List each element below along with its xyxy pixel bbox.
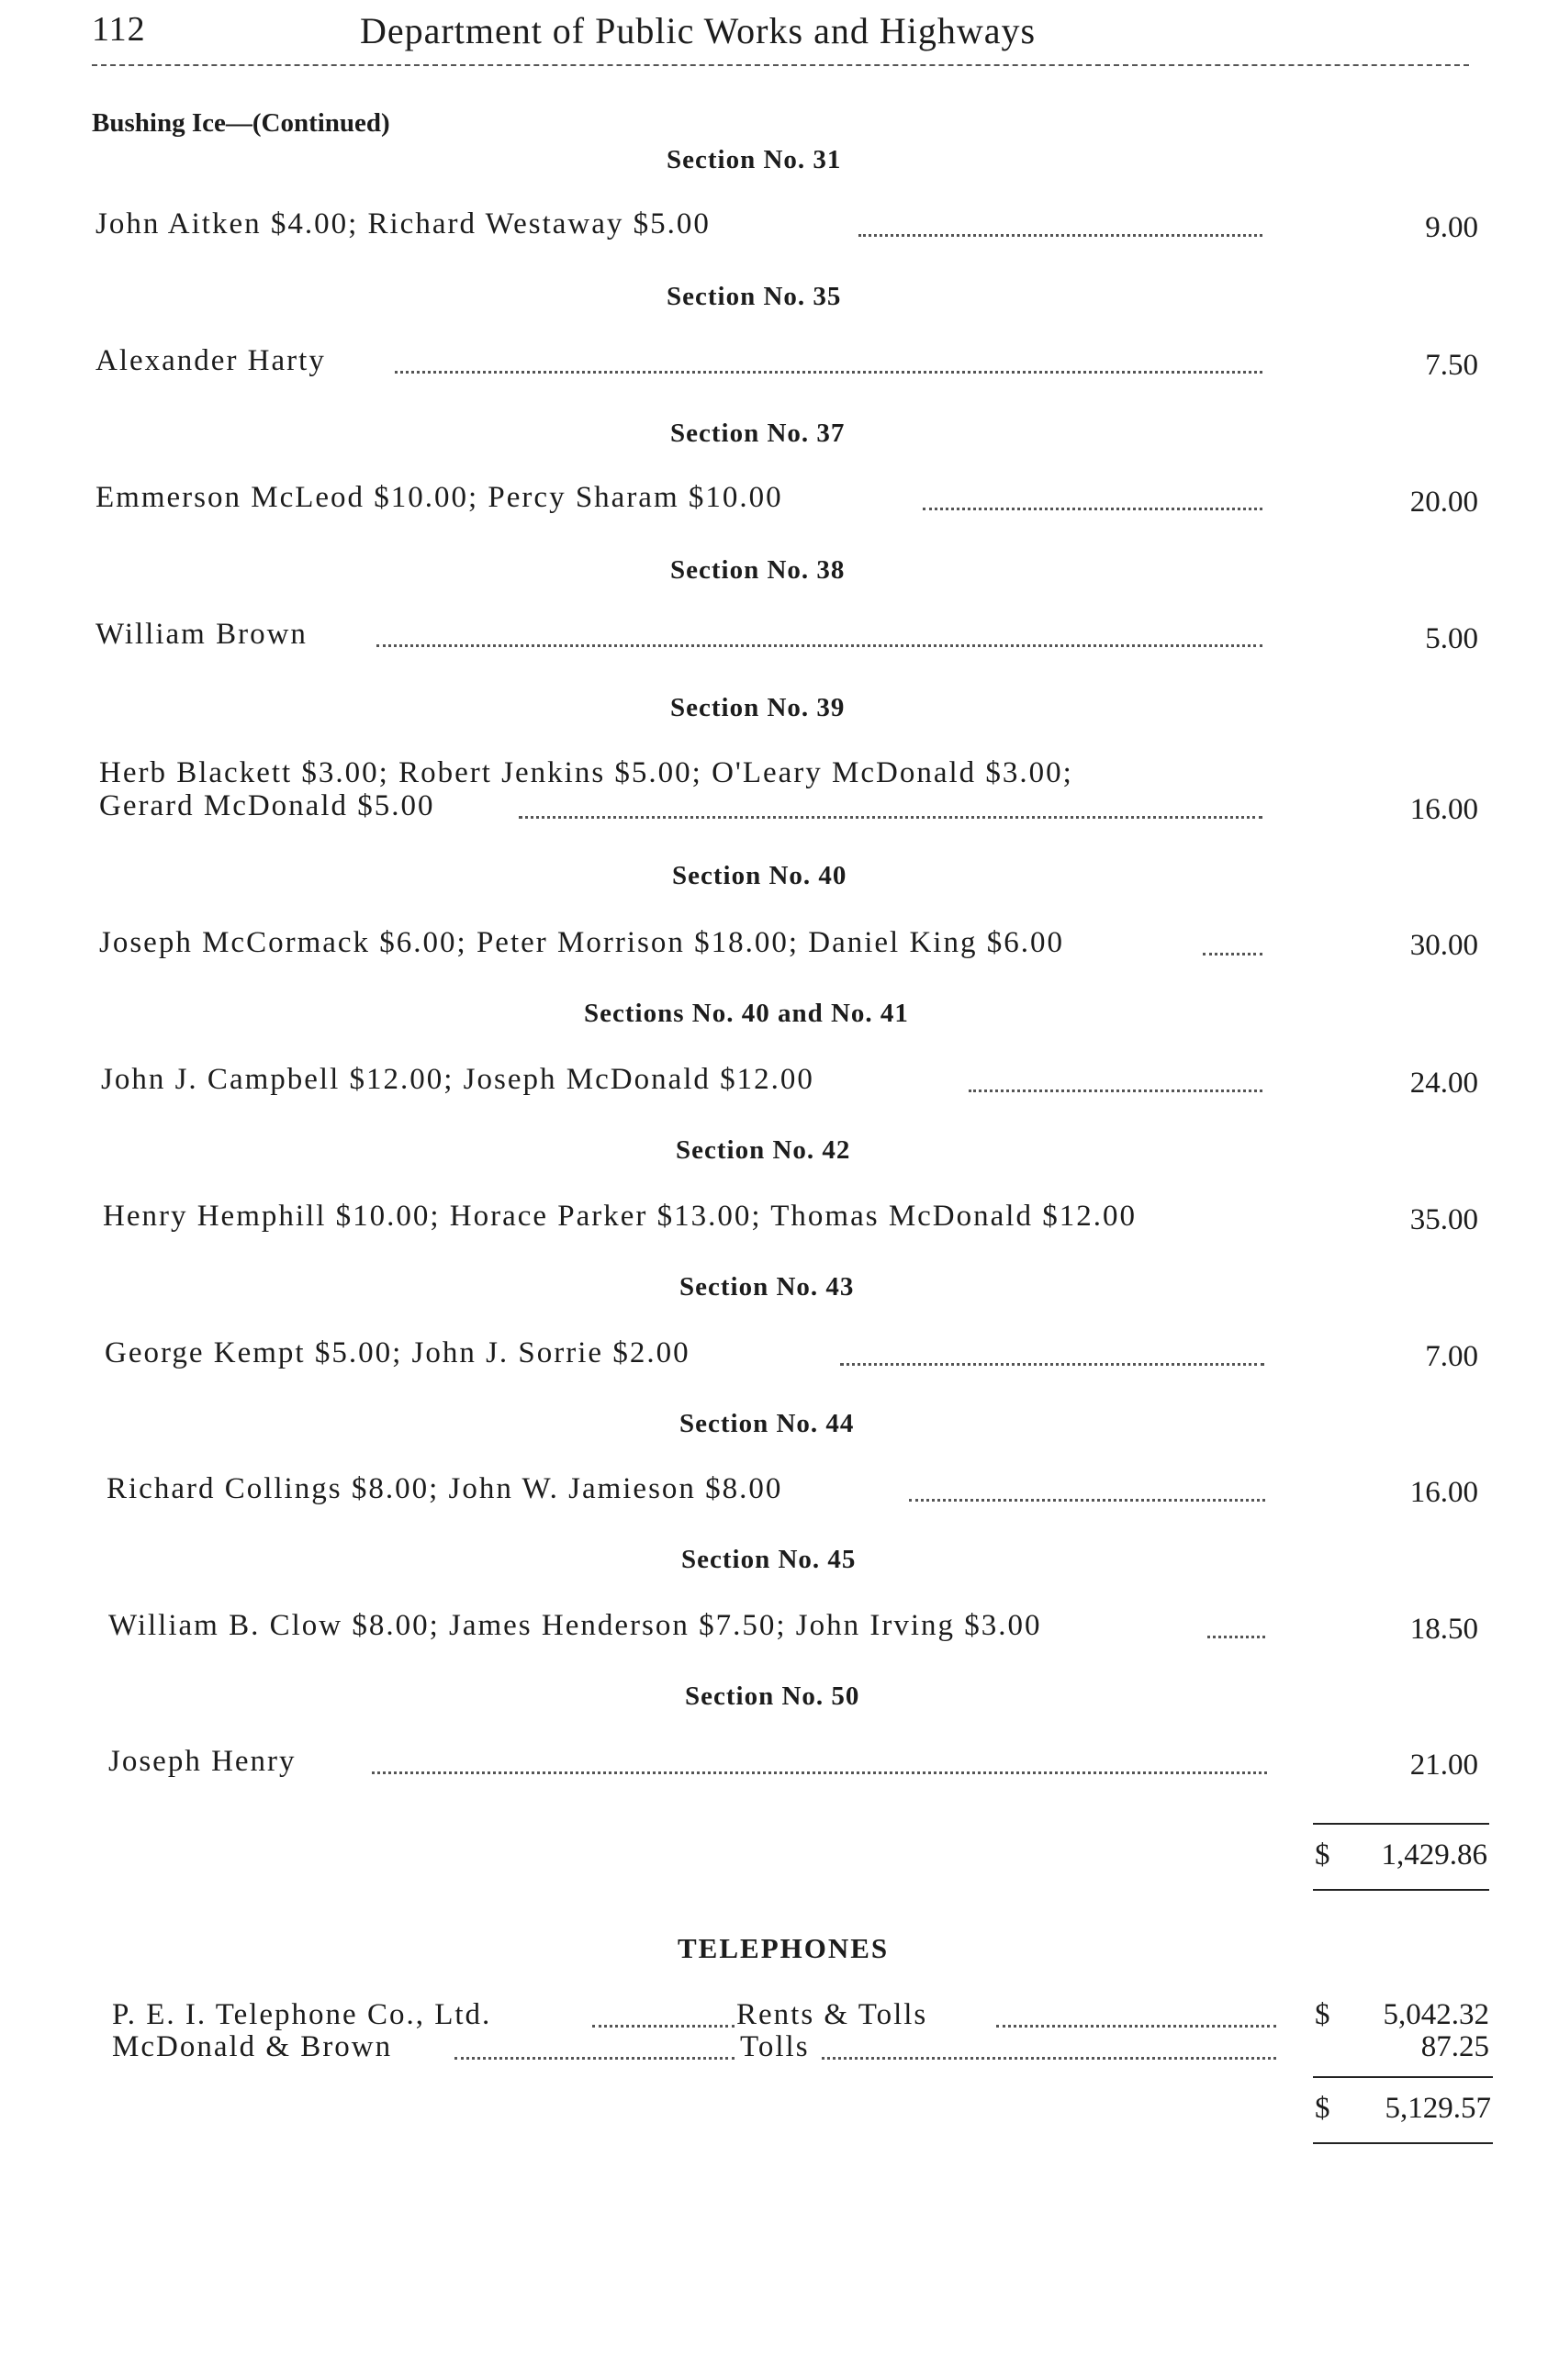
telephone-payee: McDonald & Brown [112,2030,393,2063]
entry-amount: 18.50 [1409,1613,1478,1646]
entry-text: Alexander Harty [95,344,326,377]
dot-leader [969,1089,1262,1092]
entry-text: Gerard McDonald $5.00 [99,789,435,822]
dot-leader [996,2025,1276,2028]
total-underline [1313,1889,1489,1891]
dot-leader [1203,953,1262,955]
telephone-amount: 5,042.32 [1383,1998,1489,2031]
section-heading: Section No. 44 [679,1409,855,1438]
section-heading: Section No. 35 [667,282,842,311]
dot-leader [858,234,1262,237]
dot-leader [1207,1636,1265,1638]
telephones-heading: TELEPHONES [678,1932,890,1964]
dot-leader [840,1363,1264,1366]
running-head-title: Department of Public Works and Highways [360,10,1037,51]
entry-text: Joseph Henry [108,1745,297,1778]
entry-amount: 30.00 [1409,929,1478,962]
entry-text: William Brown [95,618,308,651]
page-number: 112 [92,10,146,49]
total-currency: $ [1315,1838,1330,1872]
telephone-description: Tolls [740,2030,810,2063]
entry-amount: 9.00 [1425,211,1478,244]
entry-text: Emmerson McLeod $10.00; Percy Sharam $10.00 [95,481,783,514]
header-rule [92,64,1469,66]
section-heading: Section No. 37 [670,419,846,448]
dot-leader [923,508,1262,510]
entry-text: Herb Blackett $3.00; Robert Jenkins $5.00; O'Leary McDonald $3.00; [99,756,1073,789]
entry-text: Joseph McCormack $6.00; Peter Morrison $18.00; Daniel King $6.00 [99,926,1064,959]
total-rule [1313,2076,1493,2078]
telephone-currency: $ [1315,1998,1330,2031]
dot-leader [372,1771,1267,1774]
dot-leader [519,816,1262,819]
dot-leader [909,1499,1265,1502]
section-heading: Section No. 50 [685,1682,860,1711]
telephone-amount: 87.25 [1420,2030,1489,2063]
dot-leader [454,2057,735,2060]
telephone-payee: P. E. I. Telephone Co., Ltd. [112,1998,492,2031]
entry-amount: 16.00 [1409,1476,1478,1509]
entry-amount: 16.00 [1409,793,1478,826]
entry-amount: 35.00 [1409,1203,1478,1236]
section-heading: Sections No. 40 and No. 41 [584,999,909,1028]
section-heading: Section No. 43 [679,1272,855,1302]
total-underline [1313,2142,1493,2144]
section-heading: Section No. 38 [670,555,846,585]
section-heading: Section No. 40 [672,861,847,890]
section-heading: Section No. 31 [667,145,842,174]
entry-amount: 7.50 [1425,349,1478,382]
entry-amount: 7.00 [1425,1340,1478,1373]
entry-text: George Kempt $5.00; John J. Sorrie $2.00 [105,1336,690,1369]
dot-leader [395,371,1262,374]
dot-leader [822,2057,1276,2060]
entry-text: Richard Collings $8.00; John W. Jamieson $8.00 [107,1472,783,1505]
section-heading: Section No. 45 [681,1545,857,1574]
dot-leader [376,644,1262,647]
total-value: 1,429.86 [1381,1838,1487,1872]
section-heading: Section No. 42 [676,1135,851,1165]
bushing-ice-heading: Bushing Ice—(Continued) [92,108,390,138]
total-rule [1313,1823,1489,1825]
telephone-description: Rents & Tolls [736,1998,928,2031]
entry-text: Henry Hemphill $10.00; Horace Parker $13.00; Thomas McDonald $12.00 [103,1200,1137,1233]
entry-amount: 20.00 [1409,486,1478,519]
total-value: 5,129.57 [1385,2092,1491,2125]
entry-text: John Aitken $4.00; Richard Westaway $5.00 [95,207,711,240]
section-heading: Section No. 39 [670,693,846,722]
entry-amount: 24.00 [1409,1067,1478,1100]
entry-text: John J. Campbell $12.00; Joseph McDonald $12.00 [101,1063,814,1096]
total-currency: $ [1315,2092,1330,2125]
entry-text: William B. Clow $8.00; James Henderson $7.50; John Irving $3.00 [108,1609,1042,1642]
dot-leader [592,2025,735,2028]
entry-amount: 21.00 [1409,1749,1478,1782]
entry-amount: 5.00 [1425,622,1478,655]
